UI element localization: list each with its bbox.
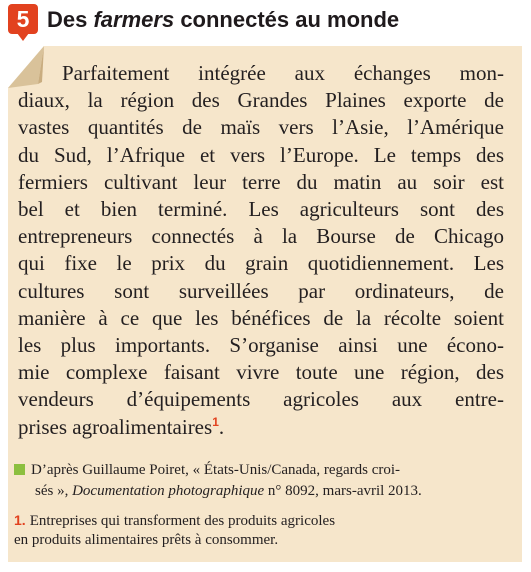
body-line: du Sud, l’Afrique et vers l’Europe. Le temps des [18, 142, 504, 167]
title-emphasis: farmers [93, 7, 175, 32]
footnote-reference: 1 [212, 414, 219, 429]
footnote-text: Entreprises qui transforment des produits agricoles [29, 513, 336, 529]
footnote-number: 1. [14, 512, 26, 528]
source-line-suffix: n° 8092, mars-avril 2013. [264, 483, 422, 499]
source-line-prefix: sés », [35, 483, 73, 499]
source-marker-icon [14, 464, 25, 475]
footnote [14, 511, 510, 550]
body-line: entrepreneurs connectés à la Bourse de Chicago [18, 224, 504, 249]
body-line: les plus importants. S’organise ainsi une écono- [18, 333, 504, 358]
body-line: cultures sont surveillées par ordinateurs, de [18, 278, 504, 303]
document-number-badge [8, 4, 38, 34]
document-card [8, 46, 522, 562]
title-suffix: connectés au monde [174, 7, 400, 32]
source-publication: Documentation photographique [72, 483, 265, 499]
body-line: manière à ce que les bénéfices de la récolte soient [18, 305, 504, 330]
body-line: vendeurs d’équipements agricoles aux entre- [18, 387, 504, 412]
body-line: qui fixe le prix du grain quotidiennement. Les [18, 251, 504, 276]
document-body [18, 60, 504, 441]
body-line: diaux, la région des Grandes Plaines exporte de [18, 88, 504, 113]
body-line-text: prises agroalimentaires [18, 414, 213, 439]
body-line: vastes quantités de maïs vers l’Asie, l’Amérique [18, 115, 504, 140]
body-line: Parfaitement intégrée aux échanges mon- [62, 61, 504, 85]
footnote-text: en produits alimentaires prêts à consommer. [14, 532, 279, 548]
body-line: fermiers cultivant leur terre du matin au soir est [18, 169, 504, 194]
document-title [47, 5, 399, 35]
document-header [0, 0, 531, 46]
document-number: 5 [16, 6, 30, 32]
body-line: bel et bien terminé. Les agriculteurs sont des [18, 197, 504, 222]
source-line [14, 481, 510, 502]
body-line: mie complexe faisant vivre toute une région, des [18, 360, 504, 385]
source-line-text: D’après Guillaume Poiret, « États-Unis/Canada, regards croi- [31, 462, 401, 478]
source-citation [14, 460, 510, 502]
title-prefix: Des [47, 7, 94, 32]
body-final-punctuation: . [218, 414, 225, 439]
footnote-line [14, 531, 510, 550]
source-line [14, 460, 510, 481]
footnote-line [14, 511, 510, 531]
body-line-last [18, 414, 504, 441]
